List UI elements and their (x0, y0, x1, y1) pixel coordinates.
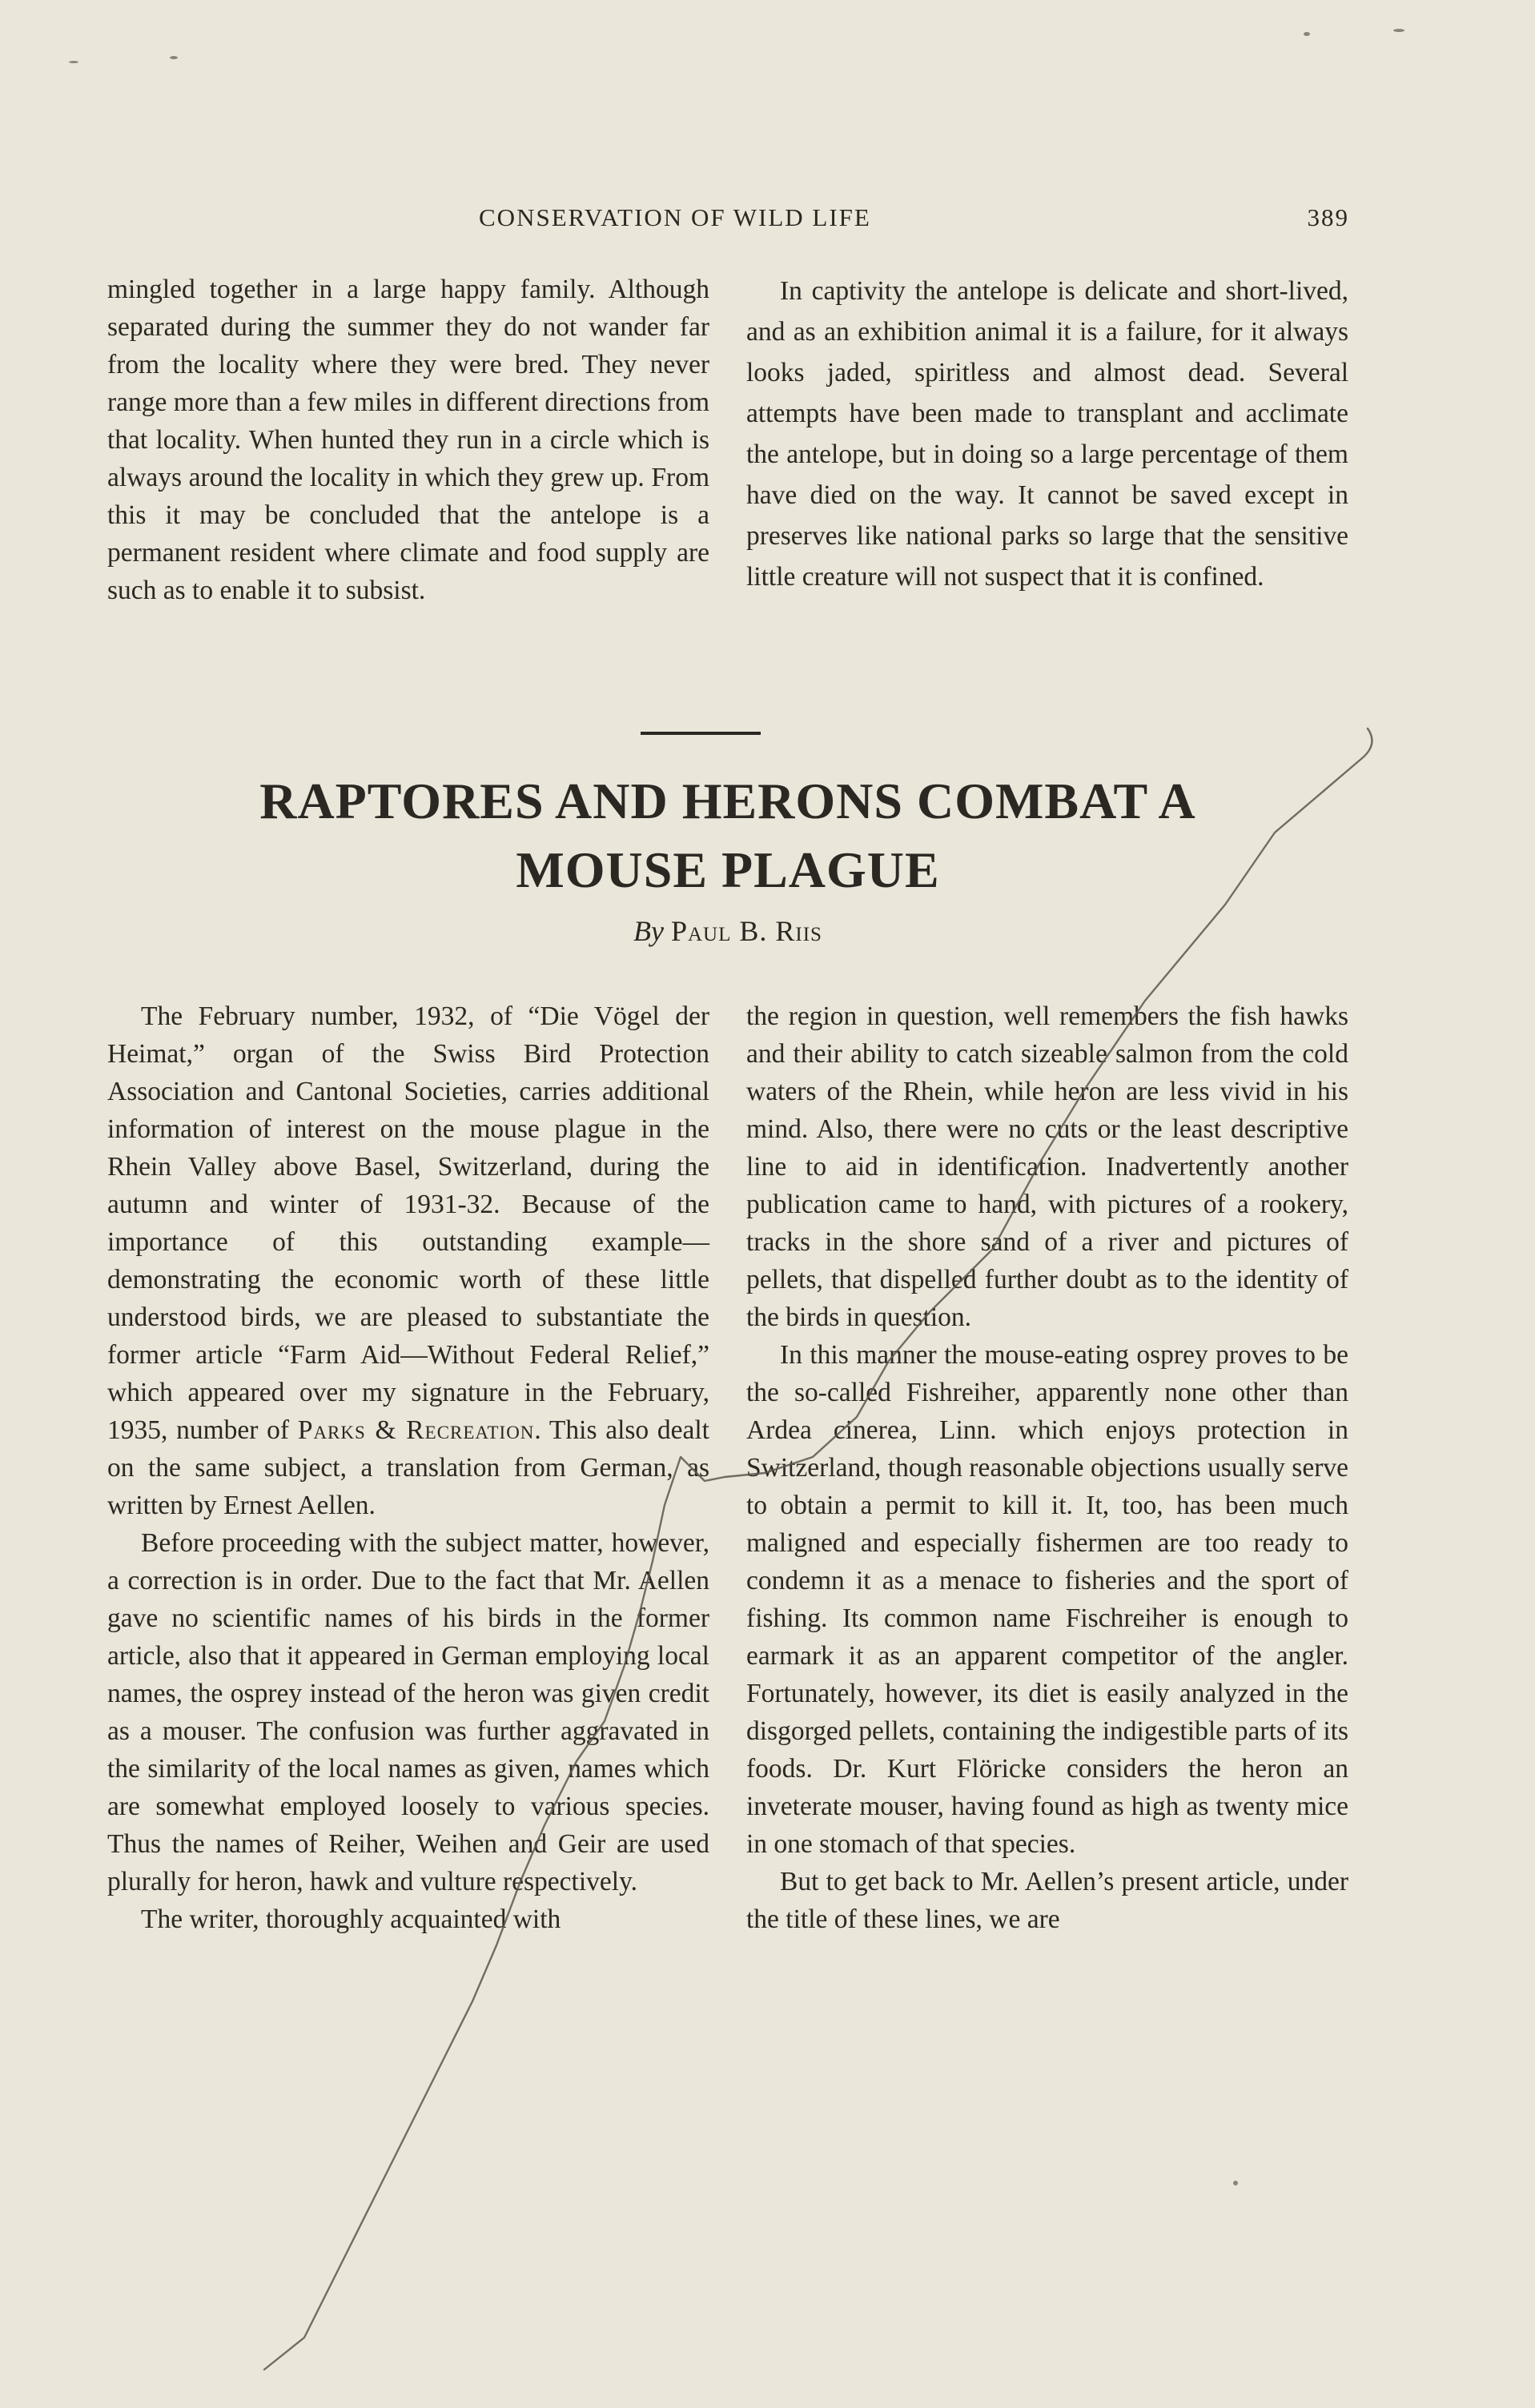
article-headline (107, 767, 1348, 905)
prev-article-right-paragraph: In captivity the antelope is delicate and short-lived, and as an exhibition animal it is a failure, for it always looks jaded, spiritless and almost dead. Several attempts have been made to transplant and acclimate the antelope, but in doing so a large percentage of them have died on the way. It cannot be saved except in preserves like national parks so large that the sensitive little creature will not suspect that it is confined. (746, 276, 1348, 592)
paper-speck (69, 61, 78, 63)
article-paragraph-6: But to get back to Mr. Aellen’s present article, under the title of these lines, we are (746, 1867, 1348, 1934)
paper-speck (1233, 2181, 1238, 2185)
byline-author: Paul B. Riis (670, 915, 822, 947)
paper-speck (1393, 29, 1404, 32)
article-left-column (107, 997, 709, 1938)
paper-speck (170, 56, 178, 59)
article-paragraph-5: In this manner the mouse-eating osprey proves to be the so-called Fishreiher, apparently none other than Ardea cinerea, Linn. which enjoys protection in Switzerland, though reasonable objections usually serve to obtain a permit to kill it. It, too, has been much maligned and especially fishermen are too ready to condemn it as a menace to fisheries and the sport of fishing. Its common name Fischreiher is enough to earmark it as an apparent competitor of the angler. Fortunately, however, its diet is easily analyzed in the disgorged pellets, containing the indigestible parts of its foods. Dr. Kurt Flöricke considers the heron an inveterate mouser, having found as high as twenty mice in one stomach of that species. (746, 1340, 1348, 1859)
prev-article-left-column (107, 271, 709, 609)
byline-prefix: By (633, 915, 664, 947)
article-paragraph-1-tail: . This also dealt on the same subject, a translation from German, as written by Ernest Aellen. (107, 1415, 709, 1520)
article-byline (107, 914, 1348, 948)
article-paragraph-1 (107, 997, 709, 1524)
article-right-column (746, 997, 1348, 1938)
prev-article-right-column (746, 271, 1348, 597)
article-paragraph-4: the region in question, well remembers the fish hawks and their ability to catch sizeable salmon from the cold waters of the Rhein, while heron are less vivid in his mind. Also, there were no cuts or the least descriptive line to aid in identification. Inadvertently another publication came to hand, with pictures of a rookery, tracks in the shore sand of a river and pictures of pellets, that dispelled further doubt as to the identity of the birds in question. (746, 1001, 1348, 1332)
prev-article-left-paragraph: mingled together in a large happy family. Although separated during the summer they do not wander far from the locality where they were bred. They never range more than a few miles in different directions from that locality. When hunted they run in a circle which is always around the locality in which they grew up. From this it may be concluded that the antelope is a permanent resident where climate and food supply are such as to enable it to subsist. (107, 275, 709, 605)
magazine-name: Parks & Recreation (297, 1415, 535, 1445)
running-head-title: CONSERVATION OF WILD LIFE (479, 203, 871, 231)
headline-line-1: RAPTORES AND HERONS COMBAT A (259, 773, 1196, 829)
section-divider-rule (641, 732, 761, 735)
paper-speck (1304, 32, 1310, 36)
running-head (0, 203, 1535, 239)
page-number: 389 (1307, 203, 1349, 231)
article-paragraph-1-text: The February number, 1932, of “Die Vögel der Heimat,” organ of the Swiss Bird Protection Association and Cantonal Societies, carries additional information of interest on the mouse plague in the Rhein Valley above Basel, Switzerland, during the autumn and winter of 1931-32. Because of the importance of this outstanding example—demonstrating the economic worth of these little understood birds, we are pleased to substantiate the former article “Farm Aid—Without Federal Relief,” which appeared over my signature in the February, 1935, number of (107, 1001, 709, 1445)
article-paragraph-3: The writer, thoroughly acquainted with (141, 1904, 561, 1934)
article-paragraph-2: Before proceeding with the subject matter, however, a correction is in order. Due to the fact that Mr. Aellen gave no scientific names of his birds in the former article, also that it appeared in German employing local names, the osprey instead of the heron was given credit as a mouser. The confusion was further aggravated in the similarity of the local names as given, names which are somewhat employed loosely to various species. Thus the names of Reiher, Weihen and Geir are used plurally for heron, hawk and vulture respectively. (107, 1528, 709, 1896)
headline-line-2: MOUSE PLAGUE (516, 841, 940, 898)
